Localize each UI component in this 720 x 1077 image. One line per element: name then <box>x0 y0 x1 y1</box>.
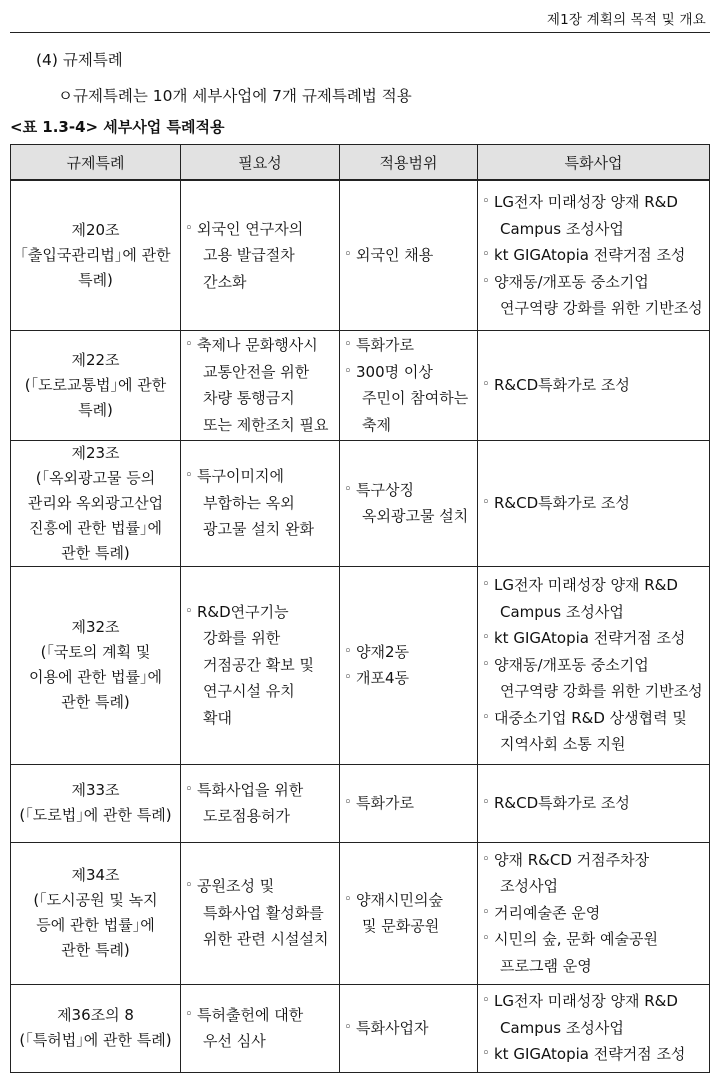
project-item: ◦ kt GIGAtopia 전략거점 조성 <box>478 625 706 652</box>
chapter-header: 제1장 계획의 목적 및 개요 <box>546 12 706 28</box>
header-need: 필요성 <box>181 145 340 181</box>
law-line: 제36조의 8 <box>57 1006 134 1024</box>
law-cell <box>11 842 181 984</box>
law-cell <box>11 330 181 440</box>
law-line: ｢출입국관리법｣에 관한 <box>20 245 171 264</box>
need-cell <box>181 440 340 566</box>
table-row <box>11 842 710 984</box>
project-item-cont: Campus 조성사업 <box>500 602 624 621</box>
need-item: ◦ 축제나 문화행사시 <box>181 332 336 359</box>
project-item: ◦ kt GIGAtopia 전략거점 조성 <box>478 242 706 269</box>
scope-cell <box>340 330 478 440</box>
need-item: ◦ 공원조성 및 <box>181 873 336 900</box>
need-item-cont: 간소화 <box>203 272 247 291</box>
scope-item: ◦ 특구상징 <box>340 477 474 504</box>
law-line: (｢옥외광고물 등의 <box>35 468 156 487</box>
law-line: (｢도로교통법｣에 관한 <box>24 375 167 394</box>
project-item: ◦ 대중소기업 R&D 상생협력 및 <box>478 705 706 732</box>
scope-cell <box>340 984 478 1072</box>
projects-cell <box>478 842 710 984</box>
law-line: 진흥에 관한 법률｣에 <box>29 518 162 537</box>
scope-cell <box>340 566 478 764</box>
scope-cell <box>340 764 478 842</box>
projects-cell <box>478 440 710 566</box>
projects-cell <box>478 764 710 842</box>
need-item-cont: 강화를 위한 <box>203 629 281 648</box>
law-line: 관한 특례) <box>61 693 130 711</box>
project-item: ◦ 양재동/개포동 중소기업 <box>478 269 706 296</box>
scope-cell <box>340 842 478 984</box>
law-line: 관리와 옥외광고산업 <box>27 493 164 512</box>
need-item-cont: 부합하는 옥외 <box>203 493 295 512</box>
law-line: 제20조 <box>71 220 120 239</box>
project-item: ◦ LG전자 미래성장 양재 R&D <box>478 189 706 216</box>
law-line: 제22조 <box>71 350 120 369</box>
need-item: ◦ 특구이미지에 <box>181 463 336 490</box>
law-line: 제23조 <box>71 443 120 462</box>
table-row <box>11 764 710 842</box>
header-divider <box>10 32 710 33</box>
law-line: 제33조 <box>71 781 120 799</box>
need-item-cont: 고용 발급절차 <box>203 246 295 264</box>
law-line: 제34조 <box>71 866 120 884</box>
need-cell <box>181 566 340 764</box>
project-item: ◦ 거리예술존 운영 <box>478 900 706 927</box>
scope-item: ◦ 외국인 채용 <box>340 242 474 269</box>
need-item-cont: 특화사업 활성화를 <box>203 903 324 922</box>
law-line: (｢특허법｣에 관한 특례) <box>19 1031 172 1049</box>
table-row <box>11 984 710 1072</box>
law-cell <box>11 984 181 1072</box>
projects-cell <box>478 984 710 1072</box>
need-item-cont: 위한 관련 시설설치 <box>203 930 329 949</box>
law-cell <box>11 764 181 842</box>
law-line: 등에 관한 법률｣에 <box>36 916 155 934</box>
project-item: ◦ LG전자 미래성장 양재 R&D <box>478 988 706 1015</box>
scope-item: ◦ 특화가로 <box>340 332 474 359</box>
need-item-cont: 연구시설 유치 <box>203 682 295 701</box>
need-item: ◦ R&D연구기능 <box>181 599 336 626</box>
regulation-table <box>10 144 710 1073</box>
scope-item-cont: 주민이 참여하는 <box>362 389 469 407</box>
need-cell <box>181 842 340 984</box>
header-scope: 적용범위 <box>340 145 478 181</box>
law-line: 이용에 관한 법률｣에 <box>29 668 162 686</box>
scope-cell <box>340 180 478 330</box>
projects-cell <box>478 330 710 440</box>
project-item-cont: Campus 조성사업 <box>500 1018 624 1037</box>
need-cell <box>181 180 340 330</box>
need-item-cont: 거점공간 확보 및 <box>203 655 314 674</box>
project-item-cont: 연구역량 강화를 위한 기반조성 <box>500 682 703 701</box>
table-caption: <표 1.3-4> 세부사업 특례적용 <box>10 118 225 136</box>
scope-cell <box>340 440 478 566</box>
projects-cell <box>478 566 710 764</box>
need-item-cont: 우선 심사 <box>203 1032 266 1050</box>
need-item: ◦ 특화사업을 위한 <box>181 777 336 804</box>
need-cell <box>181 764 340 842</box>
project-item: ◦ R&CD특화가로 조성 <box>478 372 706 399</box>
need-cell <box>181 984 340 1072</box>
section-title: (4) 규제특례 <box>36 51 123 69</box>
project-item-cont: 지역사회 소통 지원 <box>500 735 626 754</box>
project-item-cont: Campus 조성사업 <box>500 219 624 238</box>
project-item: ◦ R&CD특화가로 조성 <box>478 790 706 817</box>
law-line: (｢국토의 계획 및 <box>40 643 151 661</box>
need-item-cont: 광고물 설치 완화 <box>203 520 314 539</box>
project-item: ◦ R&CD특화가로 조성 <box>478 490 706 517</box>
law-line: 제32조 <box>71 618 120 636</box>
table-header-row <box>11 145 710 181</box>
need-item-cont: 교통안전을 위한 <box>203 362 310 381</box>
project-item-cont: 연구역량 강화를 위한 기반조성 <box>500 299 703 317</box>
need-item-cont: 확대 <box>203 708 232 727</box>
project-item: ◦ 시민의 숲, 문화 예술공원 <box>478 926 706 953</box>
project-item: ◦ 양재 R&CD 거점주차장 <box>478 847 706 874</box>
scope-item-cont: 옥외광고물 설치 <box>362 507 469 525</box>
scope-item-cont: 축제 <box>362 415 391 434</box>
law-line: (｢도시공원 및 녹지 <box>33 891 158 909</box>
project-item: ◦ LG전자 미래성장 양재 R&D <box>478 572 706 599</box>
scope-item: ◦ 개포4동 <box>340 665 474 692</box>
section-summary: ㅇ규제특례는 10개 세부사업에 7개 규제특례법 적용 <box>58 87 412 105</box>
scope-item: ◦ 양재2동 <box>340 639 474 666</box>
need-item: ◦ 특허출헌에 대한 <box>181 1002 336 1029</box>
law-cell <box>11 180 181 330</box>
header-law: 규제특례 <box>11 145 181 181</box>
header-projects: 특화사업 <box>478 145 710 181</box>
need-item-cont: 도로점용허가 <box>203 807 290 825</box>
scope-item: ◦ 300명 이상 <box>340 359 474 386</box>
scope-item: ◦ 양재시민의숲 <box>340 887 474 914</box>
law-cell <box>11 440 181 566</box>
need-item-cont: 또는 제한조치 필요 <box>203 415 329 434</box>
law-line: 관한 특례) <box>61 941 130 959</box>
need-cell <box>181 330 340 440</box>
project-item: ◦ kt GIGAtopia 전략거점 조성 <box>478 1041 706 1068</box>
project-item: ◦ 양재동/개포동 중소기업 <box>478 652 706 679</box>
law-line: 관한 특례) <box>61 543 130 562</box>
project-item-cont: 조성사업 <box>500 877 558 896</box>
law-line: (｢도로법｣에 관한 특례) <box>19 806 172 824</box>
law-line: 특례) <box>78 270 113 289</box>
scope-item: ◦ 특화가로 <box>340 790 474 817</box>
project-item-cont: 프로그램 운영 <box>500 956 592 975</box>
table-row <box>11 330 710 440</box>
need-item-cont: 차량 통행금지 <box>203 389 295 407</box>
projects-cell <box>478 180 710 330</box>
law-cell <box>11 566 181 764</box>
need-item: ◦ 외국인 연구자의 <box>181 216 336 243</box>
table-row <box>11 566 710 764</box>
table-row <box>11 440 710 566</box>
scope-item-cont: 및 문화공원 <box>362 917 440 935</box>
table-row <box>11 180 710 330</box>
law-line: 특례) <box>78 400 113 419</box>
scope-item: ◦ 특화사업자 <box>340 1015 474 1042</box>
